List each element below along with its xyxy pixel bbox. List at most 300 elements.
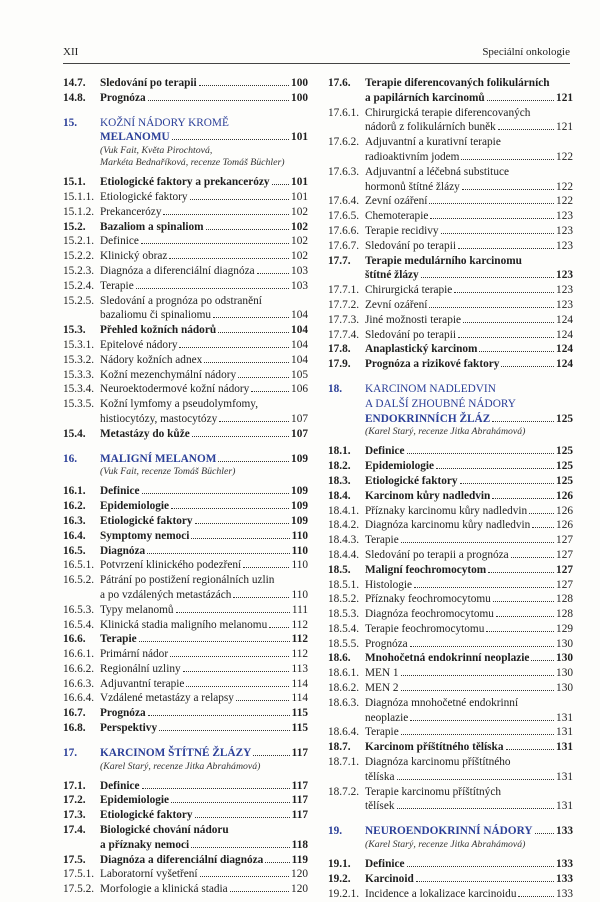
toc-entry[interactable] bbox=[63, 662, 308, 677]
entry-body bbox=[100, 91, 308, 106]
toc-entry[interactable] bbox=[328, 489, 573, 504]
entry-title: Diagnóza karcinomu kůry nadledvin bbox=[365, 519, 531, 532]
entry-number: 15.3. bbox=[63, 324, 86, 337]
entry-number: 15.2.3. bbox=[63, 264, 95, 277]
entry-page-number: 110 bbox=[291, 544, 308, 557]
toc-chapter-entry[interactable] bbox=[63, 452, 308, 467]
entry-title: Klinický obraz bbox=[100, 250, 168, 263]
entry-page-number: 109 bbox=[291, 500, 308, 513]
dot-leader bbox=[142, 788, 290, 789]
entry-body bbox=[365, 342, 573, 357]
toc-entry[interactable] bbox=[328, 194, 573, 209]
entry-number: 19. bbox=[328, 825, 343, 838]
entry-title: Definice bbox=[100, 485, 140, 498]
entry-page-number: 131 bbox=[556, 711, 573, 724]
entry-number: 15.2.4. bbox=[63, 279, 95, 292]
entry-page-number: 110 bbox=[291, 529, 308, 542]
entry-body bbox=[365, 651, 573, 666]
entry-body bbox=[100, 779, 308, 794]
entry-page-number: 103 bbox=[291, 264, 308, 277]
entry-page-number: 123 bbox=[556, 284, 573, 297]
entry-page-number: 107 bbox=[291, 427, 308, 440]
entry-page-number: 131 bbox=[556, 741, 573, 754]
toc-entry[interactable] bbox=[328, 755, 573, 785]
toc-entry[interactable] bbox=[328, 76, 573, 106]
entry-number: 17.8. bbox=[328, 343, 351, 356]
toc-entry[interactable] bbox=[328, 224, 573, 239]
entry-title: Prognóza bbox=[100, 707, 146, 720]
dot-leader bbox=[236, 700, 290, 701]
entry-number: 15.1.1. bbox=[63, 190, 95, 203]
authors-line: (Vuk Fait, recenze Tomáš Büchler) bbox=[100, 466, 236, 478]
entry-title: Mnohočetná endokrinní neoplazie bbox=[365, 652, 530, 665]
toc-entry[interactable] bbox=[63, 279, 308, 294]
entry-title: Prognóza bbox=[100, 91, 146, 104]
entry-number: 16.5. bbox=[63, 544, 86, 557]
entry-body bbox=[365, 548, 573, 563]
toc-entry[interactable] bbox=[63, 823, 308, 853]
entry-page-number: 122 bbox=[556, 180, 573, 193]
toc-chapter-entry[interactable] bbox=[63, 116, 308, 146]
toc-entry[interactable] bbox=[63, 573, 308, 603]
toc-entry[interactable] bbox=[328, 106, 573, 136]
entry-title: nádorů z folikulárních buněk bbox=[365, 121, 496, 134]
entry-page-number: 112 bbox=[291, 633, 308, 646]
toc-entry[interactable] bbox=[63, 175, 308, 190]
entry-title: Terapie bbox=[365, 534, 399, 547]
toc-entry[interactable] bbox=[63, 234, 308, 249]
entry-title: tělísek bbox=[365, 800, 395, 813]
toc-entry[interactable] bbox=[328, 283, 573, 298]
authors-line: (Vuk Fait, Květa Pirochtová, bbox=[100, 145, 213, 157]
entry-number: 18.7.1. bbox=[328, 756, 360, 769]
entry-title: a příznaky nemoci bbox=[100, 838, 190, 851]
entry-title: Nádory kožních adnex bbox=[100, 353, 203, 366]
dot-leader bbox=[142, 493, 290, 494]
toc-entry[interactable] bbox=[63, 544, 308, 559]
entry-body bbox=[100, 205, 308, 220]
toc-entry[interactable] bbox=[63, 91, 308, 106]
toc-entry[interactable] bbox=[63, 264, 308, 279]
toc-entry[interactable] bbox=[328, 474, 573, 489]
entry-title: Terapie feochromocytomu bbox=[365, 622, 485, 635]
toc-entry[interactable] bbox=[328, 578, 573, 593]
entry-title-line: Adjuvantní a kurativní terapie bbox=[365, 136, 501, 149]
entry-body bbox=[100, 220, 308, 235]
toc-entry[interactable] bbox=[328, 444, 573, 459]
entry-number: 16.6. bbox=[63, 633, 86, 646]
toc-entry[interactable] bbox=[328, 533, 573, 548]
toc-chapter-entry[interactable] bbox=[63, 746, 308, 761]
toc-entry[interactable] bbox=[63, 853, 308, 868]
entry-title: Potvrzení klinického podezření bbox=[100, 559, 242, 572]
header-rule bbox=[63, 63, 570, 64]
toc-entry[interactable] bbox=[63, 249, 308, 264]
entry-body bbox=[365, 328, 573, 343]
entry-page-number: 130 bbox=[556, 667, 573, 680]
toc-entry[interactable] bbox=[63, 706, 308, 721]
dot-leader bbox=[511, 557, 554, 558]
entry-number: 17.9. bbox=[328, 358, 351, 371]
entry-title: Sledování po terapii bbox=[365, 328, 456, 341]
entry-page-number: 133 bbox=[556, 858, 573, 871]
entry-page-number: 124 bbox=[556, 343, 573, 356]
toc-entry[interactable] bbox=[63, 382, 308, 397]
entry-number: 17.5.2. bbox=[63, 883, 95, 896]
entry-page-number: 110 bbox=[291, 559, 308, 572]
entry-number: 17.5.1. bbox=[63, 868, 95, 881]
entry-body bbox=[365, 489, 573, 504]
toc-entry[interactable] bbox=[63, 603, 308, 618]
toc-chapter-entry[interactable] bbox=[328, 382, 573, 426]
dot-leader bbox=[191, 847, 290, 848]
entry-page-number: 131 bbox=[556, 800, 573, 813]
entry-number: 18.5.2. bbox=[328, 593, 360, 606]
entry-body bbox=[100, 264, 308, 279]
dot-leader bbox=[218, 461, 289, 462]
entry-body bbox=[365, 76, 573, 106]
dot-leader bbox=[421, 277, 554, 278]
entry-title: Adjuvantní terapie bbox=[100, 677, 185, 690]
entry-number: 16.5.4. bbox=[63, 618, 95, 631]
entry-title: Příznaky karcinomu kůry nadledvin bbox=[365, 504, 528, 517]
toc-entry[interactable] bbox=[63, 647, 308, 662]
toc-entry[interactable] bbox=[63, 514, 308, 529]
entry-number: 17.6.5. bbox=[328, 210, 360, 223]
toc-entry[interactable] bbox=[328, 740, 573, 755]
entry-title: Definice bbox=[365, 445, 405, 458]
entry-body bbox=[365, 254, 573, 284]
entry-title-line: KOŽNÍ NÁDORY KROMĚ bbox=[100, 116, 229, 129]
toc-entry[interactable] bbox=[328, 872, 573, 887]
entry-body bbox=[365, 298, 573, 313]
toc-entry[interactable] bbox=[63, 677, 308, 692]
toc-entry[interactable] bbox=[63, 618, 308, 633]
toc-entry[interactable] bbox=[63, 632, 308, 647]
entry-number: 15.2.1. bbox=[63, 235, 95, 248]
entry-body bbox=[100, 677, 308, 692]
entry-page-number: 133 bbox=[556, 887, 573, 900]
dot-leader bbox=[401, 734, 554, 735]
entry-title: NEUROENDOKRINNÍ NÁDORY bbox=[365, 825, 533, 838]
toc-entry[interactable] bbox=[63, 190, 308, 205]
toc-entry[interactable] bbox=[63, 779, 308, 794]
toc-entry[interactable] bbox=[328, 548, 573, 563]
toc-entry[interactable] bbox=[328, 135, 573, 165]
toc-entry[interactable] bbox=[328, 607, 573, 622]
toc-entry[interactable] bbox=[328, 165, 573, 195]
dot-leader bbox=[461, 159, 554, 160]
entry-body bbox=[365, 622, 573, 637]
entry-body bbox=[365, 224, 573, 239]
toc-entry[interactable] bbox=[328, 725, 573, 740]
dot-leader bbox=[479, 351, 554, 352]
entry-number: 17.4. bbox=[63, 824, 86, 837]
entry-title: Definice bbox=[100, 779, 140, 792]
entry-body bbox=[100, 234, 308, 249]
entry-number: 14.8. bbox=[63, 91, 86, 104]
entry-title: Prognóza a rizikové faktory bbox=[365, 358, 500, 371]
dot-leader bbox=[219, 421, 289, 422]
entry-page-number: 128 bbox=[556, 608, 573, 621]
toc-entry[interactable] bbox=[328, 209, 573, 224]
chapter-authors bbox=[365, 839, 573, 851]
toc-entry[interactable] bbox=[328, 298, 573, 313]
toc-entry[interactable] bbox=[328, 357, 573, 372]
entry-title: Sledování po terapii bbox=[100, 77, 197, 89]
entry-body bbox=[365, 755, 573, 785]
page-number: XII bbox=[63, 46, 79, 58]
authors-line: (Karel Starý, recenze Jitka Abrahámová) bbox=[100, 760, 261, 772]
entry-number: 19.2. bbox=[328, 872, 351, 885]
toc-entry[interactable] bbox=[63, 484, 308, 499]
dot-leader bbox=[251, 391, 289, 392]
entry-number: 18.6.1. bbox=[328, 667, 360, 680]
toc-entry[interactable] bbox=[63, 808, 308, 823]
entry-title: Epidemiologie bbox=[100, 500, 170, 513]
dot-leader bbox=[171, 802, 290, 803]
entry-title: Vzdálené metastázy a relapsy bbox=[100, 692, 234, 705]
spacer bbox=[328, 814, 573, 824]
entry-title: štítné žlázy bbox=[365, 269, 419, 282]
entry-number: 16.7. bbox=[63, 707, 86, 720]
entry-title: Terapie recidivy bbox=[365, 224, 439, 237]
dot-leader bbox=[462, 189, 554, 190]
entry-body bbox=[365, 592, 573, 607]
entry-title: Karcinom příštítného tělíska bbox=[365, 741, 504, 754]
entry-title-line: Terapie medulárního karcinomu bbox=[365, 254, 522, 267]
entry-number: 18.3. bbox=[328, 474, 351, 487]
entry-page-number: 106 bbox=[291, 383, 308, 396]
entry-title: Prekancerózy bbox=[100, 205, 162, 218]
toc-entry[interactable] bbox=[63, 691, 308, 706]
entry-number: 18.4.4. bbox=[328, 548, 360, 561]
dot-leader bbox=[488, 572, 554, 573]
entry-body bbox=[365, 165, 573, 195]
dot-leader bbox=[192, 436, 289, 437]
entry-title: Zevní ozáření bbox=[365, 195, 428, 208]
dot-leader bbox=[501, 366, 554, 367]
entry-number: 16.6.2. bbox=[63, 662, 95, 675]
dot-leader bbox=[463, 322, 554, 323]
entry-title: Definice bbox=[100, 235, 139, 248]
toc-entry[interactable] bbox=[328, 592, 573, 607]
entry-title: Laboratorní vyšetření bbox=[100, 868, 198, 881]
toc-entry[interactable] bbox=[328, 313, 573, 328]
dot-leader bbox=[498, 129, 554, 130]
dot-leader bbox=[169, 258, 289, 259]
toc-entry[interactable] bbox=[328, 459, 573, 474]
entry-page-number: 125 bbox=[556, 412, 573, 425]
entry-title-line: Terapie karcinomu příštítných bbox=[365, 785, 501, 798]
toc-entry[interactable] bbox=[328, 785, 573, 815]
entry-page-number: 101 bbox=[291, 131, 308, 144]
entry-title: Prognóza bbox=[365, 637, 408, 650]
entry-number: 16.5.3. bbox=[63, 603, 95, 616]
entry-body bbox=[365, 696, 573, 726]
toc-entry[interactable] bbox=[328, 328, 573, 343]
toc-entry[interactable] bbox=[63, 353, 308, 368]
dot-leader bbox=[492, 498, 554, 499]
entry-page-number: 114 bbox=[291, 677, 308, 690]
entry-number: 18.5.3. bbox=[328, 608, 360, 621]
entry-title: bazaliomu či spinaliomu bbox=[100, 309, 212, 322]
entry-body bbox=[365, 194, 573, 209]
toc-entry[interactable] bbox=[328, 857, 573, 872]
spacer bbox=[63, 442, 308, 452]
entry-body bbox=[100, 382, 308, 397]
entry-number: 15.2. bbox=[63, 220, 86, 233]
dot-leader bbox=[531, 660, 554, 661]
toc-entry[interactable] bbox=[63, 427, 308, 442]
toc-entry[interactable] bbox=[328, 696, 573, 726]
entry-number: 16. bbox=[63, 452, 78, 465]
entry-title: hormonů štítné žlázy bbox=[365, 180, 460, 193]
entry-title: MEN 1 bbox=[365, 667, 399, 680]
entry-title: Diagnóza bbox=[100, 544, 146, 557]
dot-leader bbox=[218, 332, 289, 333]
toc-entry[interactable] bbox=[63, 793, 308, 808]
entry-number: 16.6.1. bbox=[63, 648, 95, 661]
toc-entry[interactable] bbox=[63, 338, 308, 353]
entry-body bbox=[100, 353, 308, 368]
spacer bbox=[63, 736, 308, 746]
toc-entry[interactable] bbox=[63, 397, 308, 427]
entry-number: 17.6. bbox=[328, 77, 351, 89]
entry-title-line: Diagnóza mnohočetné endokrinní bbox=[365, 696, 519, 709]
dot-leader bbox=[535, 833, 555, 834]
entry-title: MELANOMU bbox=[100, 131, 170, 144]
entry-page-number: 126 bbox=[556, 489, 573, 502]
toc-entry[interactable] bbox=[63, 558, 308, 573]
dot-leader bbox=[486, 631, 554, 632]
entry-number: 18.7. bbox=[328, 741, 351, 754]
dot-leader bbox=[204, 362, 289, 363]
entry-title-line: Kožní lymfomy a pseudolymfomy, bbox=[100, 398, 259, 411]
entry-body bbox=[100, 499, 308, 514]
entry-title-line: Pátrání po postižení regionálních uzlin bbox=[100, 574, 275, 587]
toc-entry[interactable] bbox=[63, 499, 308, 514]
toc-entry[interactable] bbox=[63, 882, 308, 897]
entry-number: 16.2. bbox=[63, 500, 86, 513]
chapter-authors bbox=[365, 426, 573, 438]
entry-number: 15.3.4. bbox=[63, 383, 95, 396]
toc-entry[interactable] bbox=[63, 294, 308, 324]
toc-entry[interactable] bbox=[328, 666, 573, 681]
spacer bbox=[328, 372, 573, 382]
entry-page-number: 133 bbox=[556, 825, 573, 838]
entry-title: ENDOKRINNÍCH ŽLÁZ bbox=[365, 412, 491, 425]
entry-number: 15.3.3. bbox=[63, 368, 95, 381]
entry-title: KARCINOM ŠTÍTNÉ ŽLÁZY bbox=[100, 746, 252, 759]
toc-entry[interactable] bbox=[63, 721, 308, 736]
toc-entry[interactable] bbox=[63, 323, 308, 338]
entry-number: 19.2.1. bbox=[328, 887, 360, 900]
entry-number: 16.4. bbox=[63, 529, 86, 542]
entry-body bbox=[365, 666, 573, 681]
toc-entry[interactable] bbox=[328, 239, 573, 254]
entry-body bbox=[100, 618, 308, 633]
entry-body bbox=[365, 887, 573, 902]
entry-body bbox=[100, 279, 308, 294]
toc-entry[interactable] bbox=[63, 368, 308, 383]
toc-entry[interactable] bbox=[328, 504, 573, 519]
toc-entry[interactable] bbox=[63, 220, 308, 235]
entry-page-number: 126 bbox=[556, 504, 573, 517]
entry-page-number: 119 bbox=[291, 853, 308, 866]
toc-entry[interactable] bbox=[328, 342, 573, 357]
entry-body bbox=[100, 76, 308, 91]
authors-line: (Karel Starý, recenze Jitka Abrahámová) bbox=[365, 839, 526, 851]
entry-number: 17.3. bbox=[63, 809, 86, 822]
dot-leader bbox=[265, 862, 289, 863]
entry-page-number: 122 bbox=[556, 195, 573, 208]
entry-number: 16.6.3. bbox=[63, 677, 95, 690]
dot-leader bbox=[163, 214, 289, 215]
toc-entry[interactable] bbox=[328, 518, 573, 533]
entry-page-number: 127 bbox=[556, 548, 573, 561]
entry-page-number: 104 bbox=[291, 309, 308, 322]
toc-entry[interactable] bbox=[328, 637, 573, 652]
entry-page-number: 102 bbox=[291, 235, 308, 248]
entry-page-number: 122 bbox=[556, 150, 573, 163]
entry-body bbox=[365, 857, 573, 872]
entry-body bbox=[100, 632, 308, 647]
toc-entry[interactable] bbox=[328, 622, 573, 637]
entry-title: tělíska bbox=[365, 770, 395, 783]
entry-page-number: 103 bbox=[291, 279, 308, 292]
entry-page-number: 110 bbox=[291, 588, 308, 601]
toc-entry[interactable] bbox=[328, 887, 573, 902]
entry-body bbox=[365, 135, 573, 165]
dot-leader bbox=[230, 891, 289, 892]
dot-leader bbox=[487, 100, 554, 101]
toc-entry[interactable] bbox=[63, 529, 308, 544]
dot-leader bbox=[493, 601, 554, 602]
entry-title: Sledování po terapii a prognóza bbox=[365, 548, 509, 561]
entry-page-number: 102 bbox=[291, 250, 308, 263]
dot-leader bbox=[401, 675, 554, 676]
dot-leader bbox=[257, 273, 289, 274]
entry-body bbox=[365, 459, 573, 474]
dot-leader bbox=[159, 730, 290, 731]
toc-entry[interactable] bbox=[328, 563, 573, 578]
entry-number: 17.1. bbox=[63, 779, 86, 792]
entry-title: a po vzdálených metastázách bbox=[100, 588, 232, 601]
entry-body bbox=[100, 190, 308, 205]
toc-entry[interactable] bbox=[63, 867, 308, 882]
entry-title: Etiologické faktory bbox=[365, 474, 458, 487]
dot-leader bbox=[148, 715, 290, 716]
toc-entry[interactable] bbox=[63, 76, 308, 91]
entry-page-number: 104 bbox=[291, 324, 308, 337]
toc-entry[interactable] bbox=[328, 254, 573, 284]
entry-body bbox=[365, 504, 573, 519]
entry-page-number: 117 bbox=[291, 746, 308, 759]
dot-leader bbox=[397, 779, 555, 780]
entry-number: 17.7.4. bbox=[328, 328, 360, 341]
toc-chapter-entry[interactable] bbox=[328, 824, 573, 839]
dot-leader bbox=[529, 513, 554, 514]
entry-body bbox=[100, 662, 308, 677]
toc-entry[interactable] bbox=[328, 651, 573, 666]
toc-entry[interactable] bbox=[63, 205, 308, 220]
entry-title-line: Terapie diferencovaných folikulárních bbox=[365, 77, 550, 89]
dot-leader bbox=[414, 587, 554, 588]
entry-number: 18. bbox=[328, 382, 343, 395]
toc-entry[interactable] bbox=[328, 681, 573, 696]
dot-leader bbox=[458, 248, 554, 249]
